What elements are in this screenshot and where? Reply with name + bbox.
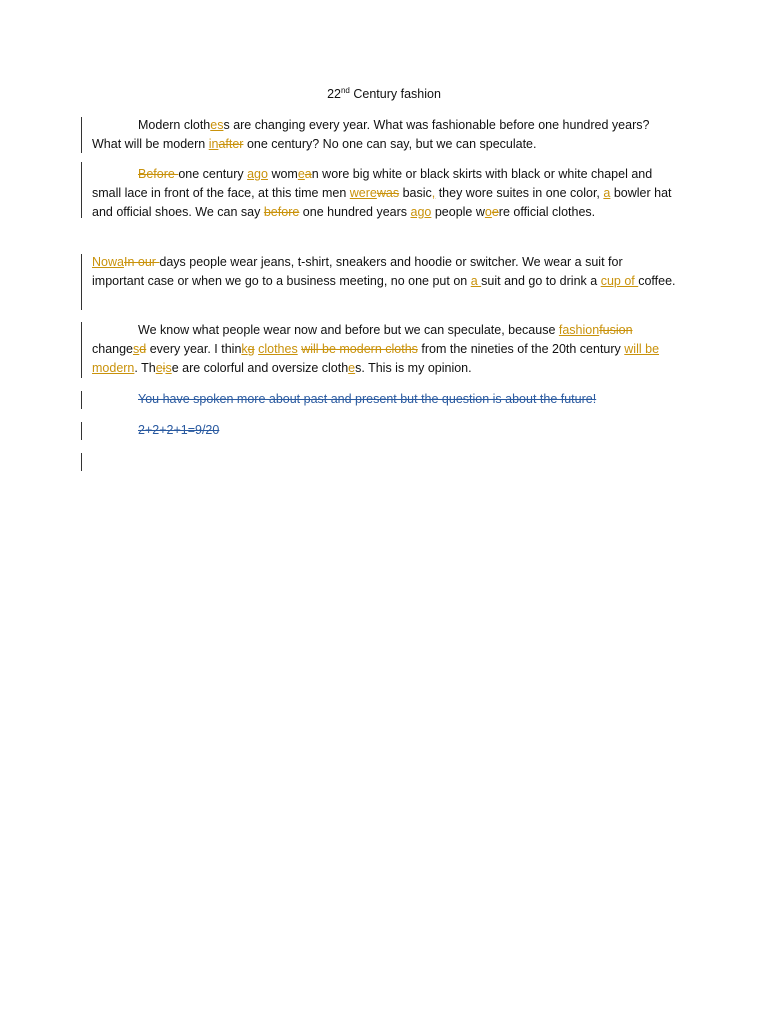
inserted-text: ago [410,205,432,219]
body-text: every year. I thin [146,342,242,356]
paragraph-2 [92,165,677,222]
comment-text: You have spoken more about past and present but the question is about the future! [138,392,597,406]
body-text: e are colorful and oversize cloth [171,361,349,375]
paragraph-1 [92,116,677,154]
inserted-text: e [348,361,356,375]
inserted-text: k [241,342,248,356]
inserted-text: e [297,167,305,181]
change-bar [81,422,82,440]
document-title [0,86,768,101]
change-bar [81,162,82,218]
deleted-text: a [304,167,312,181]
body-text: Modern cloth [138,118,211,132]
body-text: s. This is my opinion. [355,361,472,375]
body-text: wom [267,167,298,181]
score-text: 2+2+2+1=9/20 [138,423,220,437]
change-bar [81,322,82,378]
inserted-text: a [470,274,482,288]
change-bar [81,453,82,471]
body-text: n wore big white or black skirts with black or white chapel and small lace in front of the face, at this time men [92,167,653,200]
body-text: suit and go to drink a [481,274,601,288]
body-text: one hundred years [299,205,411,219]
inserted-text: o [484,205,492,219]
deleted-text: before [263,205,300,219]
deleted-text: fusion [599,323,633,337]
deleted-text: e [491,205,499,219]
change-bar [81,254,82,310]
title-ordinal: nd [340,86,350,95]
inserted-text: were [349,186,377,200]
inserted-text: cup of [600,274,639,288]
body-text: basic [399,186,432,200]
paragraph-3 [92,253,677,291]
inserted-text: Nowa [92,255,124,269]
inserted-text: in [208,137,219,151]
body-text: s are changing every year. What was fashionable before one hundred years? What will be modern [92,118,650,151]
inserted-text: fashion [558,323,600,337]
change-bar [81,391,82,409]
inserted-text: a [603,186,611,200]
body-text: re official clothes. [498,205,596,219]
inserted-text: es [210,118,224,132]
deleted-text: d [139,342,147,356]
inserted-text: will be modern [92,342,660,375]
score-line [92,421,677,440]
deleted-text: Before [138,167,179,181]
inserted-text: , [431,186,436,200]
paragraph-4 [92,321,677,378]
deleted-text: will be modern cloths [301,342,418,356]
body-text: days people wear jeans, t-shirt, sneakers and hoodie or switcher. We wear a suit for important case or when we go to a business meeting, no one put on [92,255,623,288]
body-text: We know what people wear now and before but we can speculate, because [138,323,559,337]
title-number: 22 [327,87,341,102]
body-text: one century? No one can say, but we can speculate. [243,137,537,151]
body-text: one century [178,167,248,181]
inserted-text: ago [247,167,268,181]
body-text: . Th [134,361,156,375]
deleted-text: In our [123,255,160,269]
deleted-text: after [218,137,244,151]
deleted-text: i [162,361,166,375]
inserted-text: e [155,361,163,375]
body-text: people w [431,205,485,219]
body-text: they wore suites in one color, [435,186,604,200]
deleted-text: g [247,342,255,356]
inserted-text: clothes [258,342,298,356]
change-bar [81,117,82,153]
inserted-text: s [133,342,140,356]
title-text: Century fashion [349,87,441,102]
inserted-text: s [165,361,172,375]
body-text: from the nineties of the 20th century [417,342,625,356]
body-text: change [92,342,134,356]
deleted-text: was [376,186,400,200]
body-text: bowler hat and official shoes. We can say [92,186,672,219]
body-text: coffee. [638,274,676,288]
teacher-comment [92,390,677,409]
